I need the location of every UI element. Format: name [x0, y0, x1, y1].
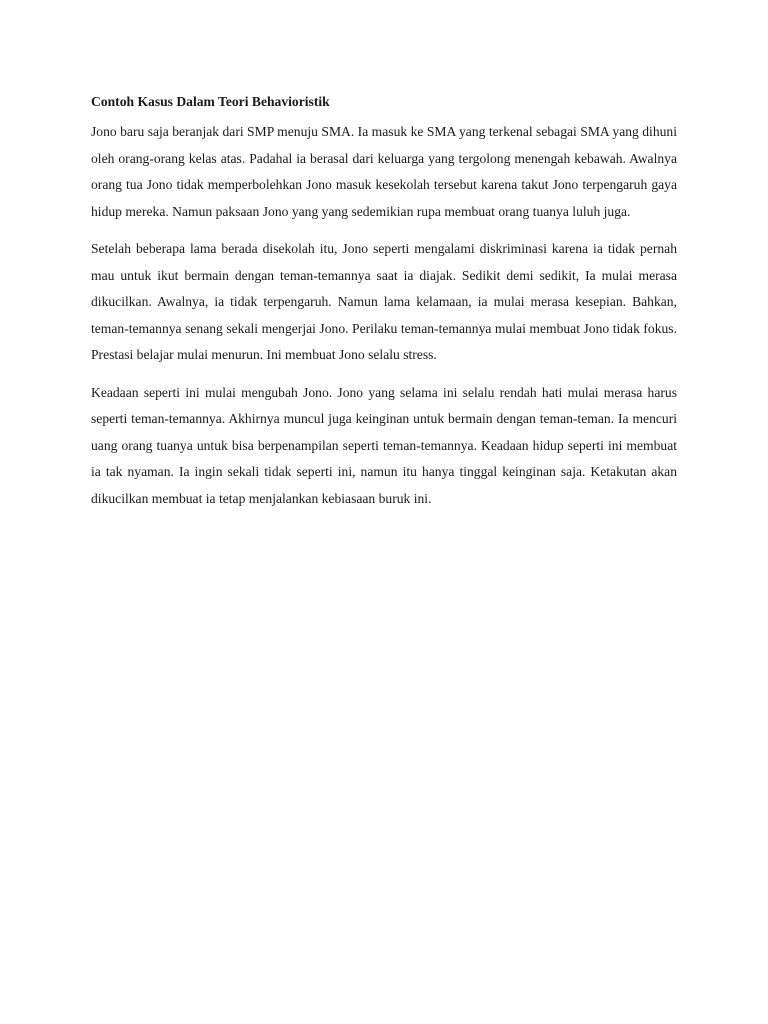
paragraph-2: Setelah beberapa lama berada disekolah itu, Jono seperti mengalami diskriminasi karena ia tidak pernah mau untuk ikut bermain dengan teman-temannya saat ia diajak. Sedikit demi sedikit, Ia mulai merasa dikucilkan. Awalnya, ia tidak terpengaruh. Namun lama kelamaan, ia mulai merasa kesepian. Bahkan, teman-temannya senang sekali mengerjai Jono. Perilaku teman-temannya mulai membuat Jono tidak fokus. Prestasi belajar mulai menurun. Ini membuat Jono selalu stress.: [91, 241, 677, 362]
document-body: [91, 91, 677, 523]
document-title: Contoh Kasus Dalam Teori Behavioristik: [91, 94, 330, 109]
paragraph-1: Jono baru saja beranjak dari SMP menuju SMA. Ia masuk ke SMA yang terkenal sebagai SMA yang dihuni oleh orang-orang kelas atas. Padahal ia berasal dari keluarga yang tergolong menengah kebawah. Awalnya orang tua Jono tidak memperbolehkan Jono masuk kesekolah tersebut karena takut Jono terpengaruh gaya hidup mereka. Namun paksaan Jono yang yang sedemikian rupa membuat orang tuanya luluh juga.: [91, 124, 677, 219]
paragraph-3: Keadaan seperti ini mulai mengubah Jono. Jono yang selama ini selalu rendah hati mulai merasa harus seperti teman-temannya. Akhirnya muncul juga keinginan untuk bermain dengan teman-teman. Ia mencuri uang orang tuanya untuk bisa berpenampilan seperti teman-temannya. Keadaan hidup seperti ini membuat ia tak nyaman. Ia ingin sekali tidak seperti ini, namun itu hanya tinggal keinginan saja. Ketakutan akan dikucilkan membuat ia tetap menjalankan kebiasaan buruk ini.: [91, 384, 677, 506]
